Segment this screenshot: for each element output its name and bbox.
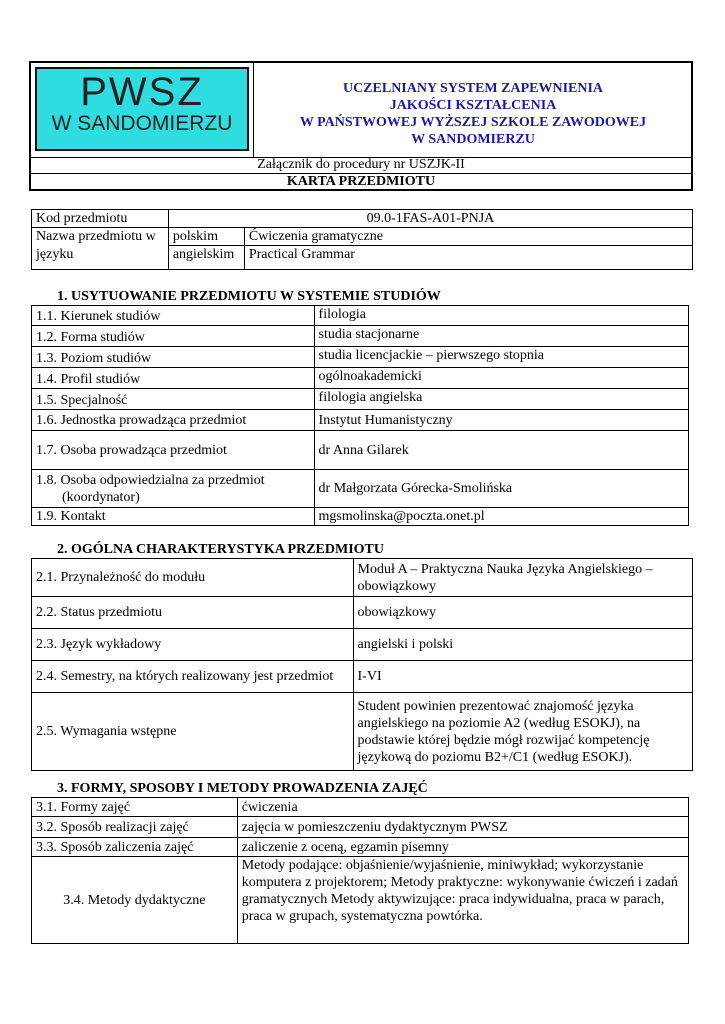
code-label: Kod przedmiotu — [32, 210, 169, 228]
university-title-line: UCZELNIANY SYSTEM ZAPEWNIENIA — [342, 81, 604, 96]
card-title: KARTA PRZEDMIOTU — [286, 174, 436, 189]
row-label: 1.9. Kontakt — [32, 508, 315, 526]
logo-text-top: PWSZ — [80, 70, 204, 114]
row-label: 1.2. Forma studiów — [32, 326, 315, 347]
table-row — [32, 210, 693, 228]
table-row — [32, 559, 693, 597]
polish-name: Ćwiczenia gramatyczne — [244, 228, 692, 246]
row-value: Instytut Humanistyczny — [314, 410, 688, 431]
row-label: 3.1. Formy zajęć — [32, 798, 238, 817]
row-value: Moduł A – Praktyczna Nauka Języka Angielskiego – obowiązkowy — [353, 559, 692, 597]
table-row — [32, 326, 689, 347]
table-row — [32, 410, 689, 431]
university-title — [255, 80, 691, 148]
logo-text-bottom: W SANDOMIERZU — [51, 112, 233, 135]
table-row — [32, 368, 689, 389]
row-value: obowiązkowy — [353, 597, 692, 629]
name-label: Nazwa przedmiotu w języku — [32, 228, 169, 270]
row-label: 1.7. Osoba prowadząca przedmiot — [32, 431, 315, 470]
row-label: 1.3. Poziom studiów — [32, 347, 315, 368]
table-row — [32, 431, 689, 470]
section-3-table — [31, 797, 689, 944]
row-value: I-VI — [353, 661, 692, 693]
table-row — [32, 838, 689, 857]
section-2-table — [31, 558, 693, 771]
table-row — [32, 389, 689, 410]
row-label: 2.3. Język wykładowy — [32, 629, 354, 661]
row-label-line: (koordynator) — [62, 489, 140, 505]
row-value: filologia angielska — [314, 389, 688, 410]
table-row — [32, 693, 693, 771]
row-label: 2.5. Wymagania wstępne — [32, 693, 354, 771]
english-lang-label: angielskim — [168, 246, 244, 270]
row-label: 1.1. Kierunek studiów — [32, 306, 315, 326]
table-row — [32, 470, 689, 508]
row-label: 3.3. Sposób zaliczenia zajęć — [32, 838, 238, 857]
row-value: filologia — [314, 306, 688, 326]
row-value: zaliczenie z oceną, egzamin pisemny — [237, 838, 688, 857]
table-row — [32, 228, 693, 246]
row-value: ćwiczenia — [237, 798, 688, 817]
row-value: Metody podające: objaśnienie/wyjaśnienie, miniwykład; wykorzystanie komputera z projektorem; Metody praktyczne: wykonywanie ćwiczeń i zadań gramatycznych Metody aktywizujące: praca indywidualna, praca w parach, praca w grupach, systematyczna powtórka. — [237, 857, 688, 944]
table-row — [32, 508, 689, 526]
row-value: dr Anna Gilarek — [314, 431, 688, 470]
table-row — [32, 661, 693, 693]
attachment-note: Załącznik do procedury nr USZJK-II — [257, 157, 465, 172]
row-label: 1.6. Jednostka prowadząca przedmiot — [32, 410, 315, 431]
course-table — [31, 209, 693, 270]
section-1-table — [31, 305, 689, 526]
row-value: dr Małgorzata Górecka-Smolińska — [314, 470, 688, 508]
row-label: 2.4. Semestry, na których realizowany jest przedmiot — [32, 661, 354, 693]
table-row — [32, 306, 689, 326]
table-row — [32, 347, 689, 368]
university-title-line: W SANDOMIERZU — [411, 132, 535, 147]
section-3-title: 3. FORMY, SPOSOBY I METODY PROWADZENIA ZAJĘĆ — [57, 781, 428, 796]
code-value: 09.0-1FAS-A01-PNJA — [168, 210, 692, 228]
table-row — [32, 857, 689, 944]
row-value: zajęcia w pomieszczeniu dydaktycznym PWSZ — [237, 817, 688, 838]
row-label — [32, 470, 315, 508]
row-label: 1.4. Profil studiów — [32, 368, 315, 389]
table-row — [32, 798, 689, 817]
table-row — [32, 597, 693, 629]
polish-lang-label: polskim — [168, 228, 244, 246]
row-label-line: 1.8. Osoba odpowiedzialna za przedmiot — [36, 472, 265, 488]
row-value: ogólnoakademicki — [314, 368, 688, 389]
row-label: 1.5. Specjalność — [32, 389, 315, 410]
section-2-title: 2. OGÓLNA CHARAKTERYSTYKA PRZEDMIOTU — [57, 542, 384, 557]
row-value: Student powinien prezentować znajomość języka angielskiego na poziomie A2 (według ESOKJ), na podstawie której będzie mógł rozwijać kompetencję językową do poziomu B2+/C1 (według ESOKJ). — [353, 693, 692, 771]
row-value: mgsmolinska@poczta.onet.pl — [314, 508, 688, 526]
row-value: studia licencjackie – pierwszego stopnia — [314, 347, 688, 368]
english-name: Practical Grammar — [244, 246, 692, 270]
row-label: 3.2. Sposób realizacji zajęć — [32, 817, 238, 838]
university-title-line: W PAŃSTWOWEJ WYŻSZEJ SZKOLE ZAWODOWEJ — [299, 115, 647, 130]
row-value: studia stacjonarne — [314, 326, 688, 347]
row-label: 2.2. Status przedmiotu — [32, 597, 354, 629]
university-title-line: JAKOŚCI KSZTAŁCENIA — [389, 98, 557, 113]
row-label: 3.4. Metody dydaktyczne — [32, 857, 238, 944]
section-1-title: 1. USYTUOWANIE PRZEDMIOTU W SYSTEMIE STUDIÓW — [57, 289, 441, 304]
row-value: angielski i polski — [353, 629, 692, 661]
row-label: 2.1. Przynależność do modułu — [32, 559, 354, 597]
table-row — [32, 629, 693, 661]
table-row — [32, 817, 689, 838]
